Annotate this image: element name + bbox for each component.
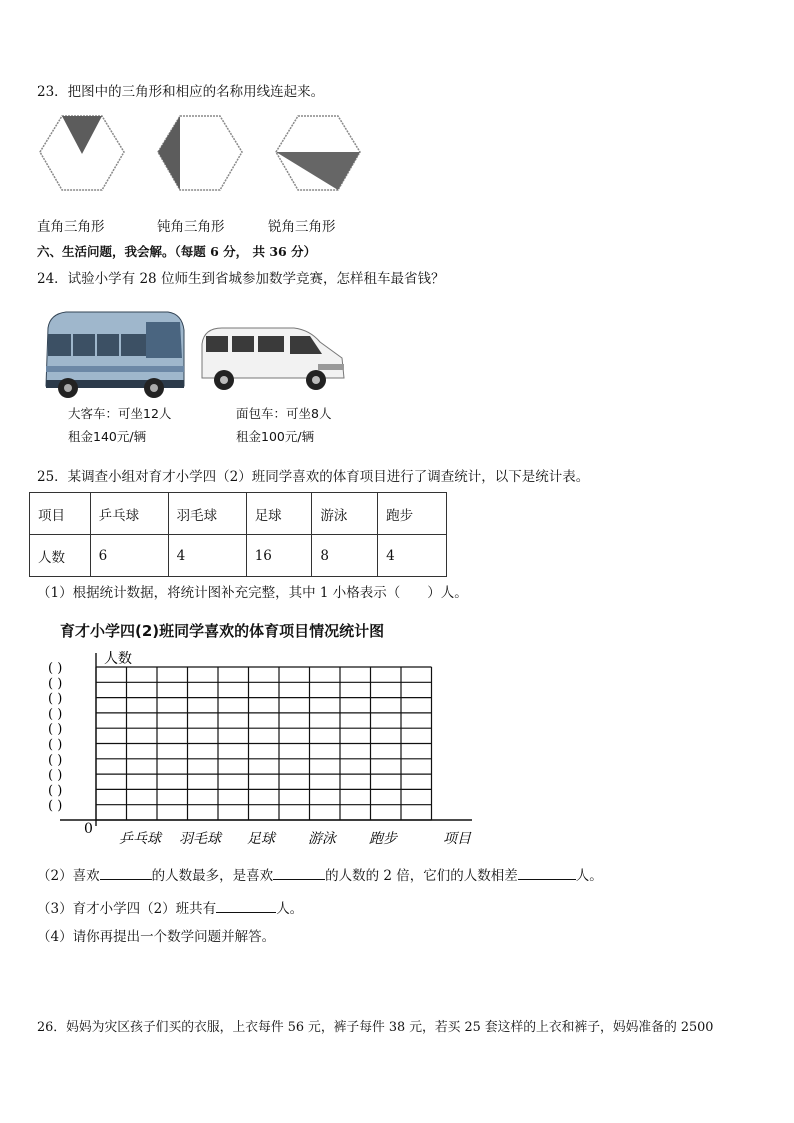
y-scale-blank[interactable]: ( ) bbox=[48, 798, 63, 814]
x-category-label: 羽毛球 bbox=[179, 831, 221, 847]
q25-sub2 bbox=[37, 867, 603, 884]
bus-capacity: 大客车：可坐12人 bbox=[68, 406, 172, 421]
chart-title: 育才小学四(2)班同学喜欢的体育项目情况统计图 bbox=[60, 622, 385, 640]
q24-title: 24．试验小学有 28 位师生到省城参加数学竞赛，怎样租车最省钱？ bbox=[37, 271, 445, 287]
table-header-row bbox=[30, 493, 447, 535]
q25-sub4: （4）请你再提出一个数学问题并解答。 bbox=[37, 929, 276, 945]
q25-sub3 bbox=[37, 900, 303, 917]
van-image bbox=[198, 322, 348, 394]
answer-blank-total[interactable] bbox=[216, 900, 276, 913]
hexagon-figure-3 bbox=[276, 116, 360, 190]
q25-sub1: （1）根据统计数据，将统计图补充完整，其中 1 小格表示（ ）人。 bbox=[37, 585, 468, 601]
sub3-part-b: 人。 bbox=[276, 901, 304, 917]
origin-label: 0 bbox=[84, 821, 93, 837]
x-category-label: 游泳 bbox=[308, 831, 336, 847]
section6-title: 六、生活问题，我会解。（每题 6 分， 共 36 分） bbox=[37, 244, 317, 259]
sub2-part-d: 人。 bbox=[575, 868, 603, 884]
table-header-cell: 游泳 bbox=[312, 493, 378, 535]
y-axis-label: 人数 bbox=[104, 651, 132, 667]
triangle-figures bbox=[36, 114, 366, 196]
van-capacity: 面包车：可坐8人 bbox=[236, 406, 332, 421]
x-category-label: 乒乓球 bbox=[119, 831, 161, 847]
name-right-triangle: 直角三角形 bbox=[37, 219, 105, 235]
hexagon-figure-1 bbox=[40, 116, 124, 190]
y-scale-blank[interactable]: ( ) bbox=[48, 722, 63, 738]
sub2-part-a: （2）喜欢 bbox=[37, 868, 100, 884]
y-scale-blank[interactable]: ( ) bbox=[48, 737, 63, 753]
y-scale-blank[interactable]: ( ) bbox=[48, 661, 63, 676]
table-cell: 6 bbox=[90, 535, 168, 577]
bus-image bbox=[42, 308, 188, 404]
x-category-label: 跑步 bbox=[369, 831, 397, 847]
bar-chart bbox=[40, 645, 480, 850]
x-category-label: 足球 bbox=[247, 831, 275, 847]
name-acute-triangle: 锐角三角形 bbox=[268, 219, 336, 235]
bus-rent: 租金140元/辆 bbox=[68, 429, 147, 444]
answer-blank-compared[interactable] bbox=[273, 867, 325, 880]
table-cell: 人数 bbox=[30, 535, 91, 577]
sub2-part-c: 的人数的 2 倍，它们的人数相差 bbox=[325, 868, 518, 884]
table-cell: 4 bbox=[378, 535, 447, 577]
table-row bbox=[30, 535, 447, 577]
answer-blank-difference[interactable] bbox=[518, 867, 576, 880]
table-cell: 16 bbox=[246, 535, 312, 577]
y-scale-blank[interactable]: ( ) bbox=[48, 768, 63, 784]
y-scale-blank[interactable]: ( ) bbox=[48, 783, 63, 799]
table-cell: 4 bbox=[168, 535, 246, 577]
q26-title: 26．妈妈为灾区孩子们买的衣服，上衣每件 56 元，裤子每件 38 元，若买 25 套这样的上衣和裤子，妈妈准备的 2500 bbox=[37, 1020, 714, 1035]
y-scale-blank[interactable]: ( ) bbox=[48, 752, 63, 768]
y-scale-blank[interactable]: ( ) bbox=[48, 676, 63, 692]
table-cell: 8 bbox=[312, 535, 378, 577]
q25-title: 25．某调查小组对育才小学四（2）班同学喜欢的体育项目进行了调查统计，以下是统计表。 bbox=[37, 469, 590, 485]
y-scale-blank[interactable]: ( ) bbox=[48, 706, 63, 722]
y-scale-blank[interactable]: ( ) bbox=[48, 691, 63, 707]
van-rent: 租金100元/辆 bbox=[236, 429, 315, 444]
x-axis-label: 项目 bbox=[443, 831, 471, 847]
table-header-cell: 乒乓球 bbox=[90, 493, 168, 535]
answer-blank-most[interactable] bbox=[100, 867, 152, 880]
table-header-cell: 跑步 bbox=[378, 493, 447, 535]
table-header-cell: 羽毛球 bbox=[168, 493, 246, 535]
sub2-part-b: 的人数最多，是喜欢 bbox=[151, 868, 274, 884]
stat-table bbox=[29, 492, 447, 577]
name-obtuse-triangle: 钝角三角形 bbox=[157, 219, 225, 235]
table-header-cell: 足球 bbox=[246, 493, 312, 535]
q23-title: 23．把图中的三角形和相应的名称用线连起来。 bbox=[37, 84, 325, 100]
table-header-cell: 项目 bbox=[30, 493, 91, 535]
hexagon-figure-2 bbox=[158, 116, 242, 190]
sub3-part-a: （3）育才小学四（2）班共有 bbox=[37, 901, 217, 917]
